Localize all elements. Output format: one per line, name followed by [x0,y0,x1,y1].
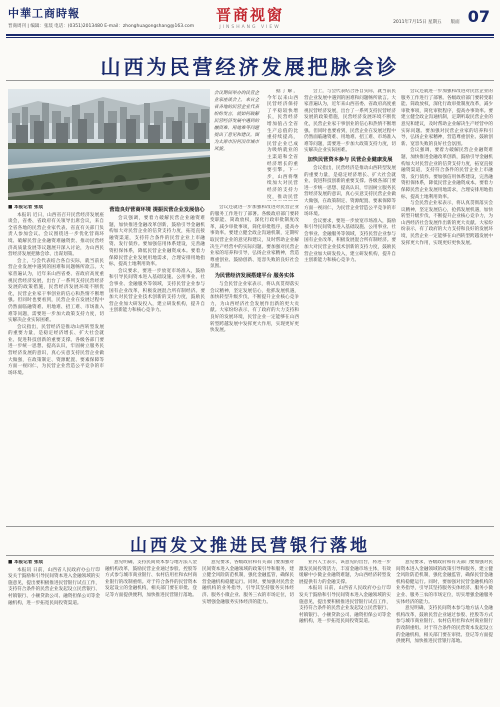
article-paragraph: 会议强调，要着力破解民营企业融资难题，加快推进金融改革创新，鼓励引导金融机构加大对民营企业的信贷支持力度，拓宽直接融资渠道，支持符合条件的民营企业上市融资、发行债券。要加强信用体系建设，完善融资担保体系，降低民营企业融资成本。要着力保障民营企业发展用地需求，合理安排用地指标，提高土地利用效率。 [401,148,493,200]
masthead-contact: 晋商周刊 | 编辑：张琰 电话：(0351)2013480 E-mail：zhonghuagongshang@163.com [8,24,195,29]
article-paragraph: 本报讯 近日，山西省召开民营经济发展座谈会，省委、省政府有关领导出席会议，来自全省各地的民营企业家代表、省直有关部门负责人参加会议。会议围绕进一步优化营商环境、破解民营企业融资难融资贵、推动民营经济高质量发展等议题展开深入讨论，为山西民营经济发展把脉会诊、出谋划策。 [8,212,104,258]
article-paragraph: 会议指出，民营经济是推动山西转型发展的重要力量，是稳定经济增长、扩大社会就业、促进科技创新的重要支撑。各级各部门要进一步统一思想、提高认识，牢固树立服务民营经济发展的意识，真心实意支持民营企业做大做强，在政策制定、资源配置、要素保障等方面一视同仁，为民营企业营造公平竞争的市场环境。 [8,324,104,376]
bottom-column-3 [202,560,294,702]
article-column-1 [8,205,104,523]
bottom-paragraph: 意见要求，各级政府和有关部门要加强对民间资本进入金融领域的政策引导和服务，建立健全风险防范机制，强化金融监管，确保民营金融机构稳健运行。同时，要加强对民营金融机构的业务指导，引导其坚持服务实体经济、服务小微企业、服务三农的市场定位，切实增强金融服务实体经济的能力。 [396,560,493,605]
article-byline: ■ 本报记者 张琰 [8,205,44,210]
bottom-section-rule [6,526,494,527]
article-subhead: 加快民营资本参与 民营企业健康发展 [307,156,393,163]
article-paragraph: 会议要求，要进一步放宽市场准入，鼓励和引导民间资本进入基础设施、公用事业、社会事业、金融服务等领域，支持民营企业参与国有企业改革，积极发展混合所有制经济。要加大对民营企业技术创新的支持力度，鼓励民营企业加大研发投入，建立研发机构，提升自主创新能力和核心竞争力。 [304,218,396,264]
masthead-right [393,6,490,25]
bottom-byline: ■ 本报记者 张琰 [8,560,44,565]
article-paragraph: 会议还就进一步加强和改进对民营企业的服务工作进行了部署。各级政府部门要转变职能、简政放权，深化行政审批制度改革，减少审批事项，简化审批程序，提高办事效率。要建立健全政企沟通机制，定期听取民营企业的意见和建议，及时帮助企业解决生产经营中的实际问题。要加强对民营企业家的培养和引导，弘扬企业家精神，营造尊重创业、鼓励创新、宽容失败的良好社会氛围。 [210,205,299,270]
masthead-rule-thin [6,37,494,38]
bottom-column-2 [105,560,197,702]
article-column-4 [304,89,396,523]
article-paragraph: 会上，与会代表结合各自实际，就当前民营企业发展中遇到的困难和问题畅所欲言。大家普遍认为，近年来山西省委、省政府高度重视民营经济发展，出台了一系列支持民营经济发展的政策措施，民营经济发展环境不断优化，民营企业家干事创业的信心和热情不断增强。但同时也要看到，民营企业在发展过程中仍然面临融资难、用地难、招工难、市场准入难等问题，需要进一步加大政策支持力度，切实解决企业实际困难。 [304,89,396,154]
article-column-3-top [267,89,298,201]
bottom-paragraph: 意见要求，各级政府和有关部门要加强对民间资本进入金融领域的政策引导和服务，建立健全风险防范机制，强化金融监管，确保民营金融机构稳健运行。同时，要加强对民营金融机构的业务指导，引导其坚持服务实体经济、服务小微企业、服务三农的市场定位，切实增强金融服务实体经济的能力。 [202,560,294,605]
article-column-3 [210,205,299,523]
issue-date: 2011年7月15日 星期五 [393,20,442,25]
article-paragraph: 据了解，今年以来山西民营经济保持了平稳较快增长，民营经济增加值占全省生产总值的比重持续提高，民营企业已成为吸纳就业的主渠道和全省经济增长的重要引擎。下一步，山西将继续加大对民营经济的支持力度，推动民营 [267,89,298,200]
article-paragraph: 会议还就进一步加强和改进对民营企业的服务工作进行了部署。各级政府部门要转变职能、简政放权，深化行政审批制度改革，减少审批事项，简化审批程序，提高办事效率。要建立健全政企沟通机制，定期听取民营企业的意见和建议，及时帮助企业解决生产经营中的实际问题。要加强对民营企业家的培养和引导，弘扬企业家精神，营造尊重创业、鼓励创新、宽容失败的良好社会氛围。 [401,89,493,147]
second-headline: 山西发文推进民营银行落地 [130,536,370,556]
bottom-column-5 [396,560,493,702]
main-headline: 山西为民营经济发展把脉会诊 [100,55,400,79]
bottom-column-4 [299,560,391,702]
headline-rule [6,80,494,81]
photo-caption: 会议期间举办的民营企业家座谈会上，来自全省各地的民营企业代表纷纷发言，就如何破解民营经济发展中遇到的融资难、用地难等问题提出了意见和建议。图为太原市汾河沿岸城市风貌。 [214,91,259,152]
article-paragraph: 会议要求，要进一步放宽市场准入，鼓励和引导民间资本进入基础设施、公用事业、社会事业、金融服务等领域，支持民营企业参与国有企业改革，积极发展混合所有制经济。要加大对民营企业技术创新的支持力度，鼓励民营企业加大研发投入，建立研发机构，提升自主创新能力和核心竞争力。 [109,268,205,314]
section-title-block [190,4,310,30]
masthead-rule-thick [6,34,494,36]
article-paragraph: 会议指出，民营经济是推动山西转型发展的重要力量，是稳定经济增长、扩大社会就业、促进科技创新的重要支撑。各级各部门要进一步统一思想、提高认识，牢固树立服务民营经济发展的意识，真心实意支持民营企业做大做强，在政策制定、资源配置、要素保障等方面一视同仁，为民营企业营造公平竞争的市场环境。 [304,165,396,218]
article-paragraph: 会议强调，要着力破解民营企业融资难题，加快推进金融改革创新，鼓励引导金融机构加大对民营企业的信贷支持力度，拓宽直接融资渠道，支持符合条件的民营企业上市融资、发行债券。要加强信用体系建设，完善融资担保体系，降低民营企业融资成本。要着力保障民营企业发展用地需求，合理安排用地指标，提高土地利用效率。 [109,216,205,268]
article-paragraph: 会上，与会代表结合各自实际，就当前民营企业发展中遇到的困难和问题畅所欲言。大家普遍认为，近年来山西省委、省政府高度重视民营经济发展，出台了一系列支持民营经济发展的政策措施，民营经济发展环境不断优化，民营企业家干事创业的信心和热情不断增强。但同时也要看到，民营企业在发展过程中仍然面临融资难、用地难、招工难、市场准入难等问题，需要进一步加大政策支持力度，切实解决企业实际困难。 [8,258,104,324]
masthead-left [8,5,194,29]
masthead [0,0,500,34]
bottom-paragraph: 意见明确，支持民间资本参与地方法人金融机构改革，鼓励民营企业通过参股、控股等方式参与城市商业银行、农村信用社和农村商业银行的改制重组。对于符合条件的民营资本发起设立的金融机构，相关部门要在审批、登记等方面提供便利，加快推进民营银行落地。 [105,560,197,598]
article-subhead: 为民营经济发展搭建平台 服务实体 [214,272,295,279]
bottom-paragraph: 意见明确，支持民间资本参与地方法人金融机构改革，鼓励民营企业通过参股、控股等方式参与城市商业银行、农村信用社和农村商业银行的改制重组。对于符合条件的民营资本发起设立的金融机构，相关部门要在审批、登记等方面提供便利，加快推进民营银行落地。 [396,606,493,645]
section-title-en: JINSHANG VIEW [219,25,281,30]
article-paragraph: 与会民营企业家表示，将认真贯彻落实会议精神，坚定发展信心，抢抓发展机遇，加快转型升级步伐，不断提升企业核心竞争力，为山西经济社会发展作出新的更大贡献。大家纷纷表示，有了政府的大力支持和良好的发展环境，民营企业一定能够在山西转型跨越发展中发挥更大作用，实现更好更快发展。 [210,281,299,334]
section-title: 晋商视窗 [215,6,284,24]
city-photo [8,89,210,200]
article-column-5 [401,89,493,523]
bottom-paragraph: 本报讯 日前，山西省人民政府办公厅印发关于鼓励和引导民间资本进入金融领域的实施意见，提出要积极推进民营银行试点工作，支持符合条件的民营企业发起设立民营银行、村镇银行、小额贷款公司、融资担保公司等金融机构，进一步拓宽民间投资渠道。 [8,567,100,606]
article-subhead: 营造良好营商环境 提振民营企业发展信心 [109,207,205,213]
article-column-2 [109,205,205,523]
second-headline-rule [6,555,494,556]
article-paragraph: 与会民营企业家表示，将认真贯彻落实会议精神，坚定发展信心，抢抓发展机遇，加快转型升级步伐，不断提升企业核心竞争力，为山西经济社会发展作出新的更大贡献。大家纷纷表示，有了政府的大力支持和良好的发展环境，民营企业一定能够在山西转型跨越发展中发挥更大作用，实现更好更快发展。 [401,201,493,246]
bottom-column-1 [8,560,100,702]
bottom-paragraph: 本报讯 日前，山西省人民政府办公厅印发关于鼓励和引导民间资本进入金融领域的实施意见，提出要积极推进民营银行试点工作，支持符合条件的民营企业发起设立民营银行、村镇银行、小额贷款公司、融资担保公司等金融机构，进一步拓宽民间投资渠道。 [299,586,391,625]
page-number: 07 [467,7,490,26]
edition-label: 版面 [450,20,460,25]
newspaper-logo: 中華工商時報 [8,7,80,20]
bottom-paragraph: 业内人士表示，该意见的出台，将进一步激发民间投资活力，丰富金融市场主体，有效缓解中小微企业融资难题，为山西经济转型发展提供有力的金融支撑。 [299,560,391,585]
